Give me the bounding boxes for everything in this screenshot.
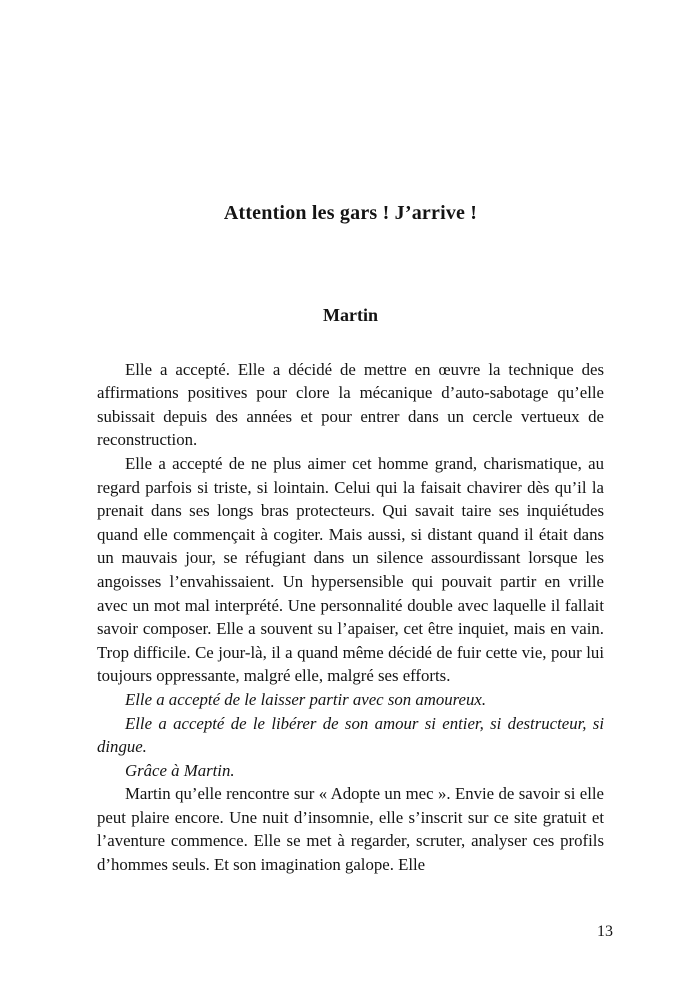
paragraph-4: Elle a accepté de le libérer de son amour si entier, si destructeur, si dingue. xyxy=(97,713,604,757)
paragraph-6: Martin qu’elle rencontre sur « Adopte un mec ». Envie de savoir si elle peut plaire encore. Une nuit d’insomnie, elle s’inscrit sur ce site gratuit et l’aventure commence. Elle se met à regarder, scruter, analyser ces profils d’hommes seuls. Et son imagination galope. Elle xyxy=(97,784,604,875)
paragraph-2: Elle a accepté de ne plus aimer cet homme grand, charismatique, au regard parfois si triste, si lointain. Celui qui la faisait chavirer dès qu’il la prenait dans ses longs bras protecteurs. Qui savait taire ses inquiétudes quand elle commençait à cogiter. Mais aussi, si distant quand il était dans un mauvais jour, se réfugiant dans un silence assourdissant lorsque les angoisses l’envahissaient. Un hypersensible qui pouvait partir en vrille avec un mot mal interprété. Une personnalité double avec laquelle il fallait savoir composer. Elle a souvent su l’apaiser, cet être inquiet, mais en vain. Trop difficile. Ce jour-là, il a quand même décidé de fuir cette vie, pour lui toujours oppressante, malgré elle, malgré ses efforts. xyxy=(97,453,604,686)
page-number: 13 xyxy=(597,923,613,940)
paragraph-3: Elle a accepté de le laisser partir avec son amoureux. xyxy=(125,689,487,709)
paragraph-1: Elle a accepté. Elle a décidé de mettre en œuvre la technique des affirmations positives pour clore la mécanique d’auto-sabotage qu’elle subissait depuis des années et pour entrer dans un cercle vertueux de reconstruction. xyxy=(97,359,604,450)
paragraph-5: Grâce à Martin. xyxy=(125,760,235,780)
chapter-title: Attention les gars ! J’arrive ! xyxy=(223,202,478,224)
body-text xyxy=(97,358,604,877)
section-heading: Martin xyxy=(323,305,378,325)
